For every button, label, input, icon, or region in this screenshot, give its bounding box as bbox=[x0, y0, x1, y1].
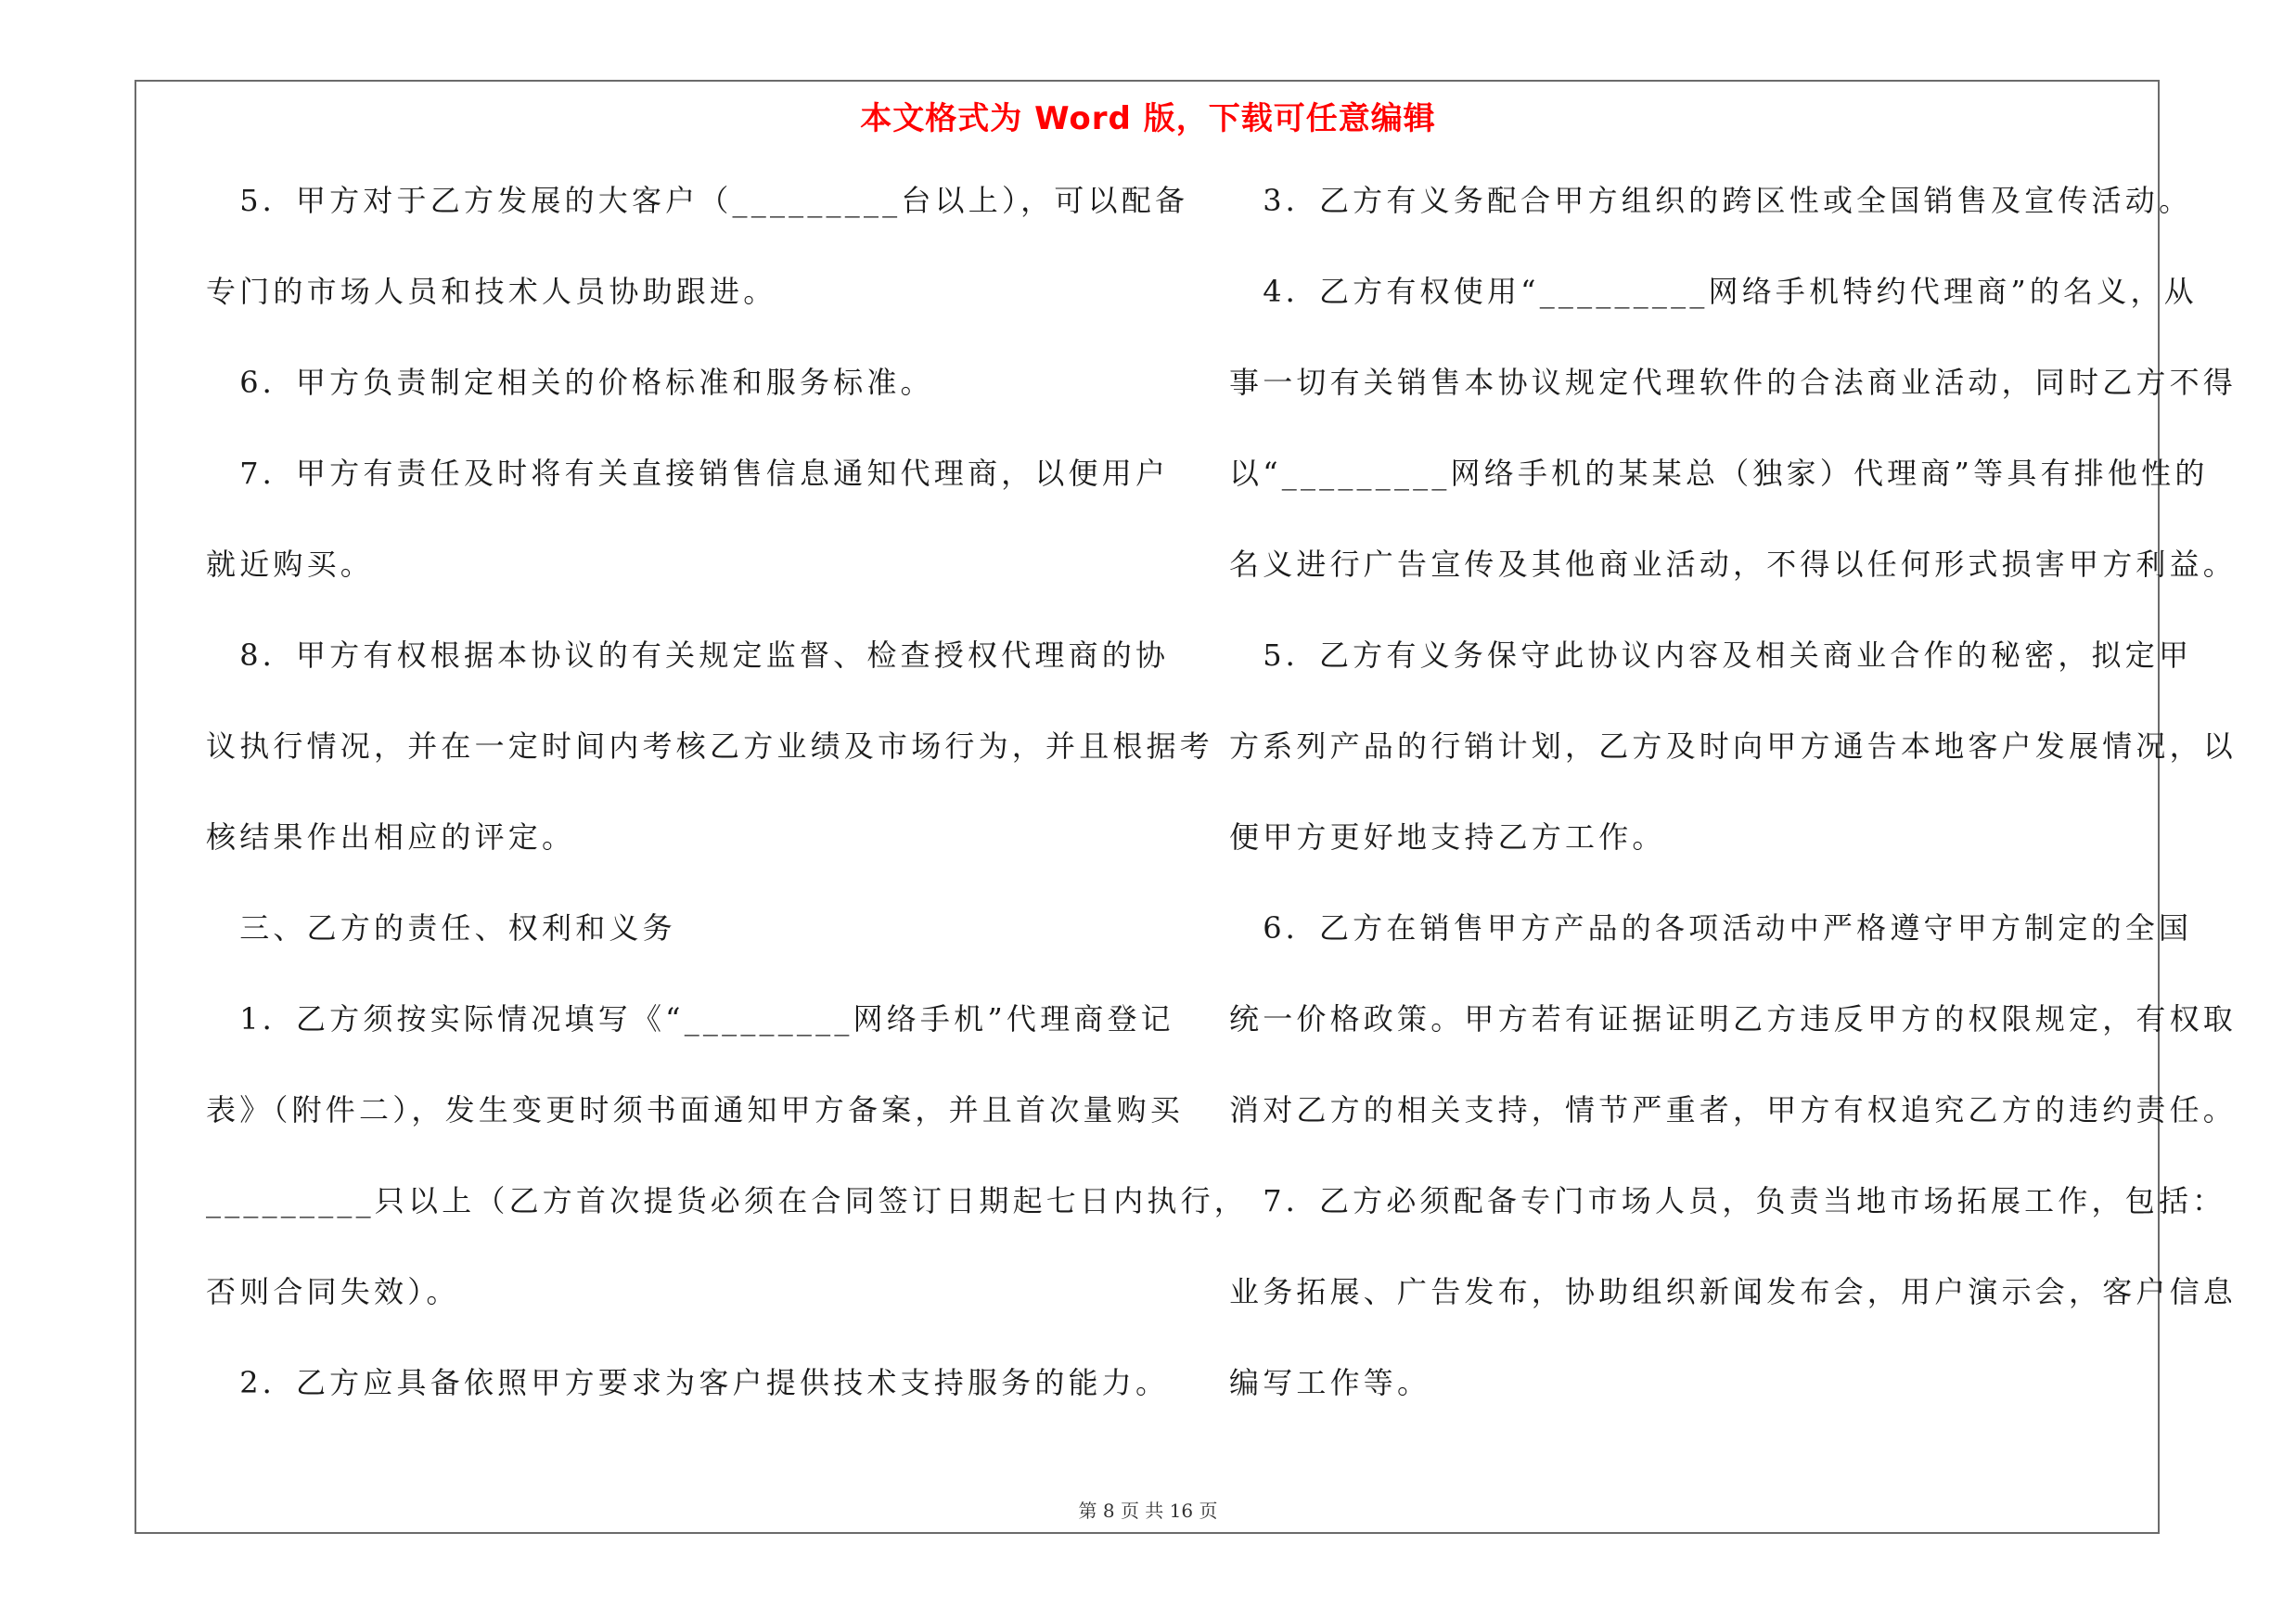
text-line: 7．甲方有责任及时将有关直接销售信息通知代理商，以便用户 bbox=[206, 456, 1170, 491]
text-line: 4．乙方有权使用“_________网络手机特约代理商”的名义，从 bbox=[1229, 274, 2198, 309]
text-line: 6．甲方负责制定相关的价格标准和服务标准。 bbox=[206, 365, 934, 400]
text-line: 表》（附件二），发生变更时须书面通知甲方备案，并且首次量购买 bbox=[206, 1092, 1185, 1127]
text-line: _________只以上（乙方首次提货必须在合同签订日期起七日内执行， bbox=[206, 1183, 1249, 1218]
text-line: 1．乙方须按实际情况填写《“_________网络手机”代理商登记 bbox=[206, 1001, 1174, 1037]
text-line: 统一价格政策。甲方若有证据证明乙方违反甲方的权限规定，有权取 bbox=[1229, 1001, 2238, 1037]
text-line: 2．乙方应具备依照甲方要求为客户提供技术支持服务的能力。 bbox=[206, 1365, 1170, 1400]
text-line: 否则合同失效）。 bbox=[206, 1274, 460, 1309]
page-number: 第 8 页 共 16 页 bbox=[1078, 1500, 1218, 1522]
text-line: 议执行情况，并在一定时间内考核乙方业绩及市场行为，并且根据考 bbox=[206, 728, 1214, 764]
text-line: 6．乙方在销售甲方产品的各项活动中严格遵守甲方制定的全国 bbox=[1229, 910, 2193, 946]
text-line: 专门的市场人员和技术人员协助跟进。 bbox=[206, 274, 777, 309]
text-line: 事一切有关销售本协议规定代理软件的合法商业活动，同时乙方不得 bbox=[1229, 365, 2238, 400]
section-heading: 三、乙方的责任、权利和义务 bbox=[206, 910, 676, 946]
text-line: 5．乙方有义务保守此协议内容及相关商业合作的秘密，拟定甲 bbox=[1229, 638, 2193, 673]
text-line: 方系列产品的行销计划，乙方及时向甲方通告本地客户发展情况，以 bbox=[1229, 728, 2238, 764]
text-line: 编写工作等。 bbox=[1229, 1365, 1431, 1400]
text-line: 业务拓展、广告发布，协助组织新闻发布会，用户演示会，客户信息 bbox=[1229, 1274, 2238, 1309]
text-line: 就近购买。 bbox=[206, 547, 375, 582]
text-line: 3．乙方有义务配合甲方组织的跨区性或全国销售及宣传活动。 bbox=[1229, 183, 2193, 218]
word-format-banner: 本文格式为 Word 版，下载可任意编辑 bbox=[860, 100, 1436, 137]
text-line: 核结果作出相应的评定。 bbox=[206, 819, 576, 855]
text-line: 5．甲方对于乙方发展的大客户（_________台以上），可以配备 bbox=[206, 183, 1189, 218]
text-line: 以“_________网络手机的某某总（独家）代理商”等具有排他性的 bbox=[1229, 456, 2209, 491]
text-line: 消对乙方的相关支持，情节严重者，甲方有权追究乙方的违约责任。 bbox=[1229, 1092, 2238, 1127]
text-line: 便甲方更好地支持乙方工作。 bbox=[1229, 819, 1666, 855]
text-line: 8．甲方有权根据本协议的有关规定监督、检查授权代理商的协 bbox=[206, 638, 1170, 673]
text-line: 名义进行广告宣传及其他商业活动，不得以任何形式损害甲方利益。 bbox=[1229, 547, 2238, 582]
text-line: 7．乙方必须配备专门市场人员，负责当地市场拓展工作，包括： bbox=[1229, 1183, 2226, 1218]
